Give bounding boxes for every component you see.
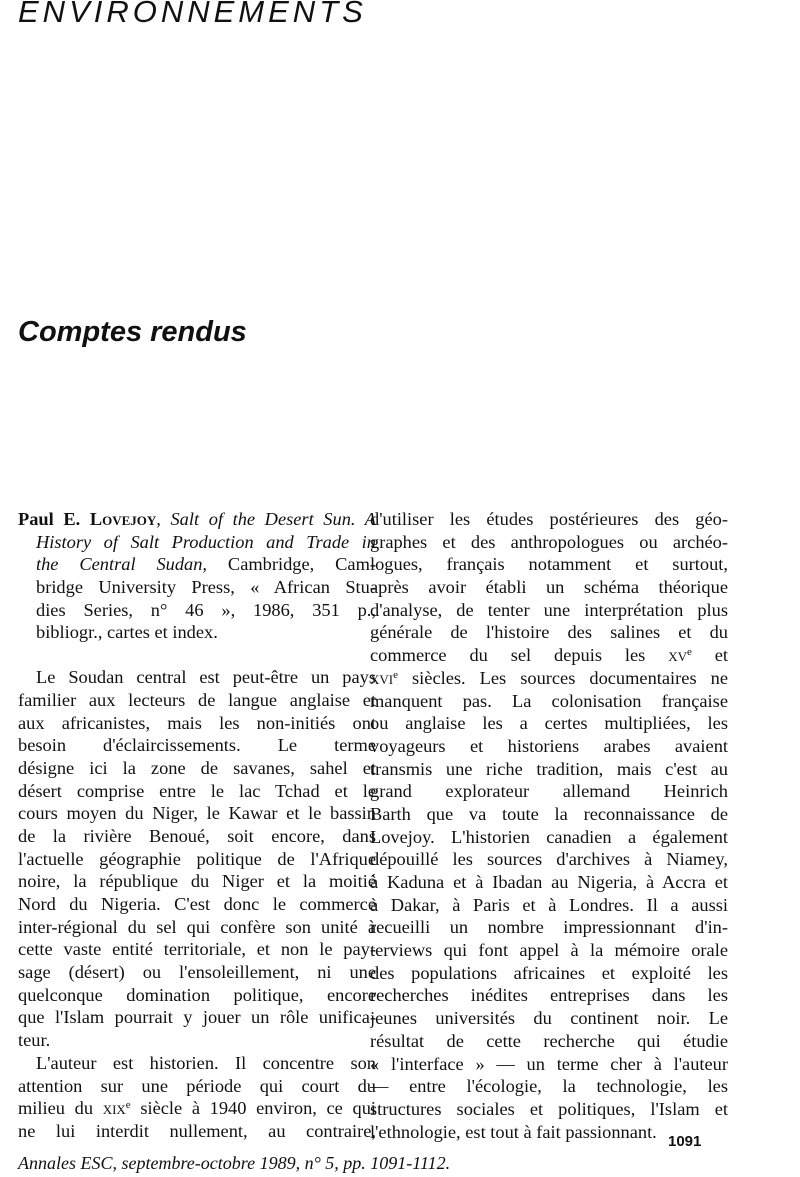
body-line: graphes et des anthropologues ou archéo-: [370, 531, 728, 552]
text-segment: milieu du: [18, 1098, 103, 1119]
text-segment: siècles. Les sources documentaires ne: [398, 667, 728, 688]
right-column: [370, 508, 728, 1143]
citation-line: bridge University Press, « African Stu-: [36, 577, 376, 598]
body-line: « l'interface » — un terme cher à l'auteur: [370, 1053, 728, 1074]
citation-line: History of Salt Production and Trade in: [36, 531, 376, 552]
body-line: résultat de cette recherche qui étudie: [370, 1030, 728, 1051]
body-line: sage (désert) ou l'ensoleillement, ni une: [18, 962, 376, 983]
body-line: manquent pas. La colonisation française: [370, 690, 728, 711]
body-line: [370, 667, 728, 690]
citation-text: the Central Sudan,: [36, 554, 208, 575]
body-line: l'ethnologie, est tout à fait passionnant.: [370, 1121, 657, 1142]
body-line: l'actuelle géographie politique de l'Afrique: [18, 848, 376, 869]
body-line: Lovejoy. L'historien canadien a également: [370, 826, 728, 847]
author-last-name: Lovejoy: [89, 509, 157, 529]
body-line: désigne ici la zone de savanes, sahel et: [18, 757, 376, 778]
body-line: désert comprise entre le lac Tchad et le: [18, 780, 376, 801]
body-line: générale de l'histoire des salines et du: [370, 622, 728, 643]
right-lines-after: [370, 690, 728, 1144]
body-line: grand explorateur allemand Heinrich: [370, 781, 728, 802]
century-numeral: xix: [102, 1098, 126, 1119]
text-segment: commerce du sel depuis les: [370, 645, 669, 666]
body-line: d'analyse, de tenter une interprétation plus: [370, 599, 728, 620]
body-line: logues, français notamment et surtout,: [370, 554, 728, 575]
text-segment: siècle à 1940 environ, ce qui: [130, 1098, 376, 1119]
body-line: quelconque domination politique, encore: [18, 984, 376, 1005]
body-line: Barth que va toute la reconnaissance de: [370, 803, 728, 824]
body-line: noire, la république du Niger et la moitié: [18, 871, 376, 892]
left-column: [18, 508, 376, 1143]
body-line: Le Soudan central est peut-être un pays: [36, 667, 376, 688]
body-line: besoin d'éclaircissements. Le terme: [18, 735, 376, 756]
right-lines-before: [370, 508, 728, 644]
citation-line: bibliogr., cartes et index.: [36, 622, 218, 643]
body-line: recherches inédites entreprises dans les: [370, 985, 728, 1006]
superscript: e: [393, 668, 398, 681]
section-title: Comptes rendus: [18, 316, 247, 348]
century-numeral: xv: [668, 645, 687, 666]
body-line: ou anglaise les a certes multipliées, les: [370, 713, 728, 734]
superscript: e: [125, 1099, 131, 1112]
body-line: de la rivière Benoué, soit encore, dans: [18, 825, 376, 846]
body-line: Nord du Nigeria. C'est donc le commerce: [18, 894, 376, 914]
body-line: familier aux lecteurs de langue anglaise et: [18, 689, 376, 710]
body-line: voyageurs et historiens arabes avaient: [370, 735, 728, 756]
section-header: ENVIRONNEMENTS: [18, 0, 367, 29]
paragraph-1: [18, 666, 376, 1052]
body-line: cette vaste entité territoriale, et non le pay-: [18, 939, 376, 960]
body-line: ne lui interdit nullement, au contraire,: [18, 1120, 376, 1141]
body-line: structures sociales et politiques, l'Islam et: [370, 1098, 728, 1119]
body-line: jeunes universités du continent noir. Le: [370, 1008, 728, 1029]
century-numeral: xvi: [370, 667, 394, 688]
journal-footer: Annales ESC, septembre-octobre 1989, n° 5, pp. 1091-1112.: [18, 1153, 451, 1173]
citation-text: , Salt of the Desert Sun. A: [156, 509, 376, 529]
author-first-name: Paul E.: [18, 509, 81, 529]
body-line: transmis une riche tradition, mais c'est au: [370, 758, 728, 779]
body-line: à Kaduna et à Ibadan au Nigeria, à Accra et: [370, 872, 728, 892]
body-line: — entre l'écologie, la technologie, les: [370, 1076, 728, 1097]
body-line: teur.: [18, 1030, 51, 1051]
body-line: [370, 644, 728, 667]
body-line: aux africanistes, mais les non-initiés ont: [18, 712, 376, 733]
body-line: d'utiliser les études postérieures des géo-: [370, 509, 728, 529]
body-line: à Dakar, à Paris et à Londres. Il a aussi: [370, 894, 728, 915]
body-line: que l'Islam pourrait y jouer un rôle unifica-: [18, 1007, 376, 1028]
body-line: cours moyen du Niger, le Kawar et le bassin: [18, 803, 376, 824]
body-line: attention sur une période qui court du: [18, 1075, 376, 1096]
body-line: [18, 1097, 376, 1120]
body-line: des populations africaines et exploité les: [370, 962, 728, 983]
body-line: dépouillé les sources d'archives à Niamey,: [370, 849, 728, 870]
body-line: recueilli un nombre impressionnant d'in-: [370, 917, 728, 938]
superscript: e: [686, 646, 692, 659]
body-line: L'auteur est historien. Il concentre son: [36, 1052, 376, 1073]
citation-line: [18, 508, 376, 531]
body-line: inter-régional du sel qui confère son unité à: [18, 916, 376, 937]
citation-line: dies Series, n° 46 », 1986, 351 p.,: [36, 599, 376, 620]
body-line: après avoir établi un schéma théorique: [370, 577, 728, 598]
text-segment: et: [691, 645, 728, 666]
citation-line: the Central Sudan, Cambridge, Cam-: [36, 554, 376, 575]
body-line: terviews qui font appel à la mémoire orale: [370, 940, 728, 961]
paragraph-2: [18, 1052, 376, 1143]
review-citation: [18, 508, 376, 644]
page-number: 1091: [668, 1133, 702, 1150]
